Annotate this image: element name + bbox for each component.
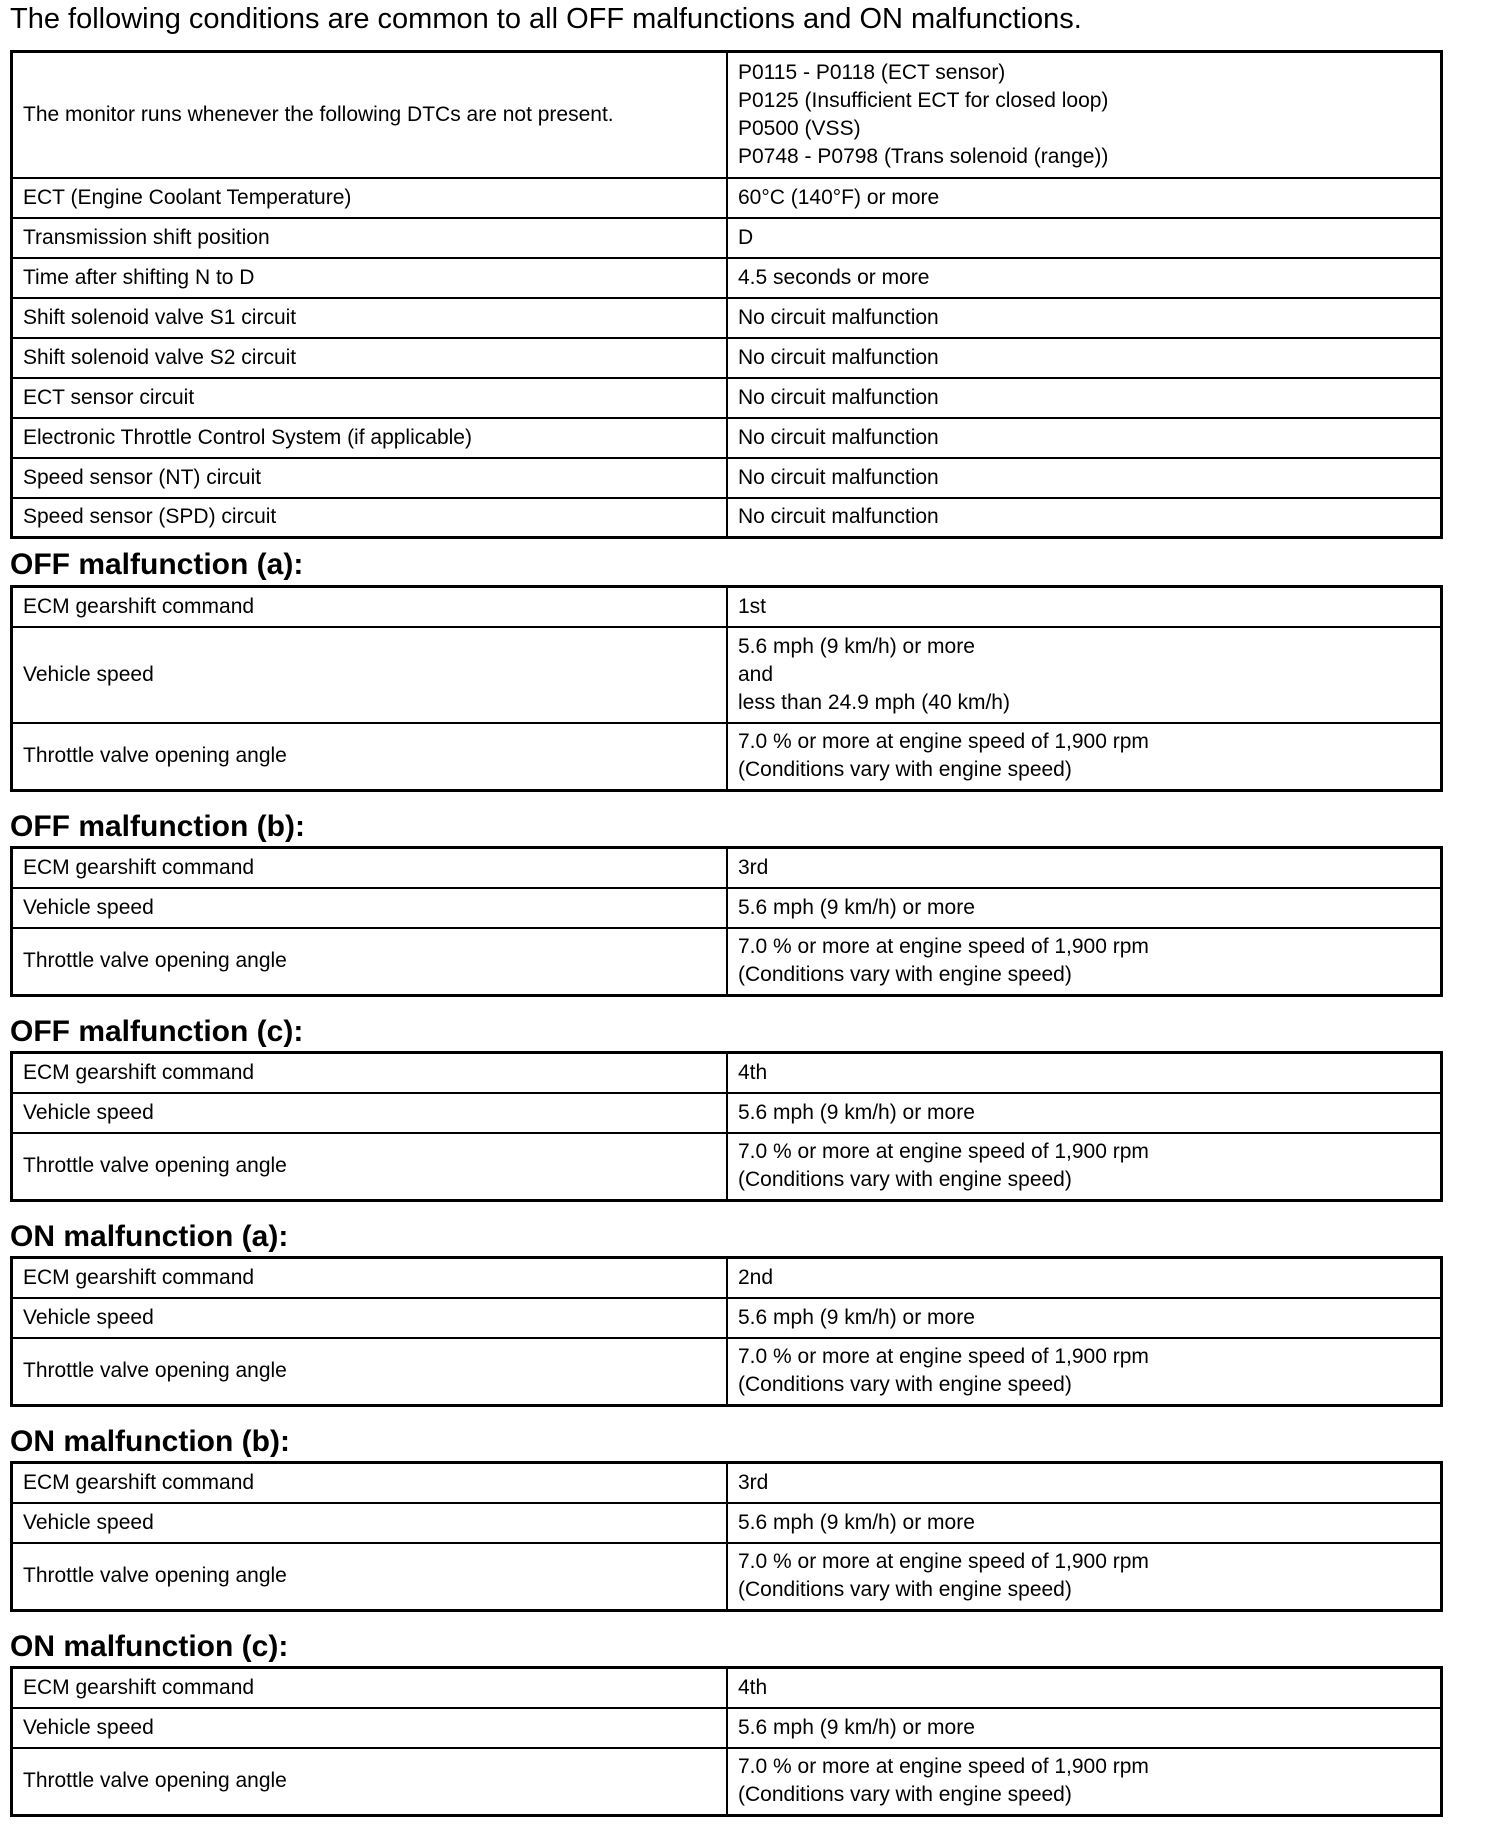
condition-cell: The monitor runs whenever the following DTCs are not present.: [12, 52, 728, 178]
table-row: [12, 298, 1442, 338]
value-line: 5.6 mph (9 km/h) or more: [738, 634, 975, 658]
table-row: [12, 218, 1442, 258]
value-cell: No circuit malfunction: [727, 378, 1442, 418]
table-row: [12, 1093, 1442, 1133]
off-malfunction-b-table: [10, 846, 1443, 997]
value-line: and: [738, 662, 774, 686]
value-cell: No circuit malfunction: [727, 458, 1442, 498]
value-cell: 2nd: [727, 1258, 1442, 1298]
condition-cell: ECM gearshift command: [12, 587, 728, 627]
condition-cell: ECM gearshift command: [12, 1668, 728, 1708]
condition-cell: Throttle valve opening angle: [12, 928, 728, 996]
value-line: P0125 (Insufficient ECT for closed loop): [738, 88, 1109, 112]
condition-cell: Vehicle speed: [12, 627, 728, 723]
value-line: (Conditions vary with engine speed): [738, 758, 1072, 782]
condition-cell: ECM gearshift command: [12, 1258, 728, 1298]
on-malfunction-a-table: [10, 1256, 1443, 1407]
condition-cell: Throttle valve opening angle: [12, 1133, 728, 1201]
table-row: [12, 338, 1442, 378]
value-cell: 4.5 seconds or more: [727, 258, 1442, 298]
value-line: (Conditions vary with engine speed): [738, 1373, 1072, 1397]
condition-cell: Time after shifting N to D: [12, 258, 728, 298]
value-line: 7.0 % or more at engine speed of 1,900 rpm: [738, 935, 1149, 959]
section-title-off-b: OFF malfunction (b):: [10, 810, 305, 843]
condition-cell: Shift solenoid valve S1 circuit: [12, 298, 728, 338]
condition-cell: Transmission shift position: [12, 218, 728, 258]
value-cell: 5.6 mph (9 km/h) or more: [727, 1708, 1442, 1748]
condition-cell: ECT (Engine Coolant Temperature): [12, 178, 728, 218]
value-cell: 5.6 mph (9 km/h) or more: [727, 1298, 1442, 1338]
value-cell: 60°C (140°F) or more: [727, 178, 1442, 218]
section-title-on-b: ON malfunction (b):: [10, 1425, 290, 1458]
value-cell: [727, 928, 1442, 996]
table-row: [12, 1298, 1442, 1338]
value-cell: [727, 723, 1442, 791]
value-cell: [727, 1133, 1442, 1201]
table-row: [12, 258, 1442, 298]
value-cell: 3rd: [727, 1463, 1442, 1503]
value-cell: 5.6 mph (9 km/h) or more: [727, 1093, 1442, 1133]
value-line: 7.0 % or more at engine speed of 1,900 rpm: [738, 1550, 1149, 1574]
condition-cell: Vehicle speed: [12, 1093, 728, 1133]
table-row: [12, 458, 1442, 498]
table-row: [12, 888, 1442, 928]
value-cell: [727, 1338, 1442, 1406]
value-cell: 4th: [727, 1668, 1442, 1708]
value-cell: [727, 1748, 1442, 1816]
value-cell: No circuit malfunction: [727, 338, 1442, 378]
condition-cell: Vehicle speed: [12, 888, 728, 928]
table-row: [12, 1463, 1442, 1503]
value-cell: No circuit malfunction: [727, 298, 1442, 338]
table-row: [12, 1708, 1442, 1748]
condition-cell: Throttle valve opening angle: [12, 1543, 728, 1611]
condition-cell: ECT sensor circuit: [12, 378, 728, 418]
table-row: [12, 848, 1442, 888]
condition-cell: Speed sensor (SPD) circuit: [12, 498, 728, 538]
condition-cell: ECM gearshift command: [12, 848, 728, 888]
value-cell: [727, 52, 1442, 178]
table-row: [12, 1338, 1442, 1406]
value-line: 7.0 % or more at engine speed of 1,900 rpm: [738, 1345, 1149, 1369]
value-line: (Conditions vary with engine speed): [738, 1783, 1072, 1807]
value-line: less than 24.9 mph (40 km/h): [738, 690, 1010, 714]
condition-cell: Shift solenoid valve S2 circuit: [12, 338, 728, 378]
table-row: [12, 378, 1442, 418]
value-line: 7.0 % or more at engine speed of 1,900 rpm: [738, 730, 1149, 754]
condition-cell: Vehicle speed: [12, 1503, 728, 1543]
on-malfunction-c-table: [10, 1666, 1443, 1817]
value-cell: 5.6 mph (9 km/h) or more: [727, 888, 1442, 928]
table-row: [12, 498, 1442, 538]
table-row: [12, 723, 1442, 791]
value-cell: 3rd: [727, 848, 1442, 888]
table-row: [12, 1748, 1442, 1816]
value-line: (Conditions vary with engine speed): [738, 1168, 1072, 1192]
common-conditions-table: [10, 50, 1443, 539]
table-row: [12, 1133, 1442, 1201]
value-line: (Conditions vary with engine speed): [738, 963, 1072, 987]
value-cell: [727, 627, 1442, 723]
value-line: 7.0 % or more at engine speed of 1,900 rpm: [738, 1140, 1149, 1164]
on-malfunction-b-table: [10, 1461, 1443, 1612]
value-cell: [727, 1543, 1442, 1611]
table-row: [12, 418, 1442, 458]
off-malfunction-a-table: [10, 585, 1443, 792]
condition-cell: Throttle valve opening angle: [12, 723, 728, 791]
table-row: [12, 1668, 1442, 1708]
value-line: (Conditions vary with engine speed): [738, 1578, 1072, 1602]
value-line: P0115 - P0118 (ECT sensor): [738, 60, 1006, 84]
condition-cell: Vehicle speed: [12, 1708, 728, 1748]
condition-cell: ECM gearshift command: [12, 1463, 728, 1503]
off-malfunction-c-table: [10, 1051, 1443, 1202]
value-cell: 4th: [727, 1053, 1442, 1093]
condition-cell: ECM gearshift command: [12, 1053, 728, 1093]
table-row: [12, 1258, 1442, 1298]
table-row: [12, 627, 1442, 723]
condition-cell: Vehicle speed: [12, 1298, 728, 1338]
table-row: [12, 928, 1442, 996]
condition-cell: Electronic Throttle Control System (if applicable): [12, 418, 728, 458]
section-title-on-c: ON malfunction (c):: [10, 1630, 289, 1663]
condition-cell: Speed sensor (NT) circuit: [12, 458, 728, 498]
value-cell: D: [727, 218, 1442, 258]
value-line: 7.0 % or more at engine speed of 1,900 rpm: [738, 1755, 1149, 1779]
table-row: [12, 178, 1442, 218]
condition-cell: Throttle valve opening angle: [12, 1748, 728, 1816]
section-title-on-a: ON malfunction (a):: [10, 1220, 289, 1253]
value-cell: No circuit malfunction: [727, 498, 1442, 538]
table-row: [12, 1503, 1442, 1543]
table-row: [12, 1543, 1442, 1611]
value-cell: 5.6 mph (9 km/h) or more: [727, 1503, 1442, 1543]
table-row: [12, 1053, 1442, 1093]
table-row: [12, 587, 1442, 627]
value-cell: 1st: [727, 587, 1442, 627]
value-line: P0500 (VSS): [738, 116, 861, 140]
intro-text: The following conditions are common to all OFF malfunctions and ON malfunctions.: [10, 3, 1082, 35]
value-line: P0748 - P0798 (Trans solenoid (range)): [738, 144, 1109, 168]
section-title-off-a: OFF malfunction (a):: [10, 548, 304, 581]
condition-cell: Throttle valve opening angle: [12, 1338, 728, 1406]
table-row: [12, 52, 1442, 178]
section-title-off-c: OFF malfunction (c):: [10, 1015, 304, 1048]
value-cell: No circuit malfunction: [727, 418, 1442, 458]
